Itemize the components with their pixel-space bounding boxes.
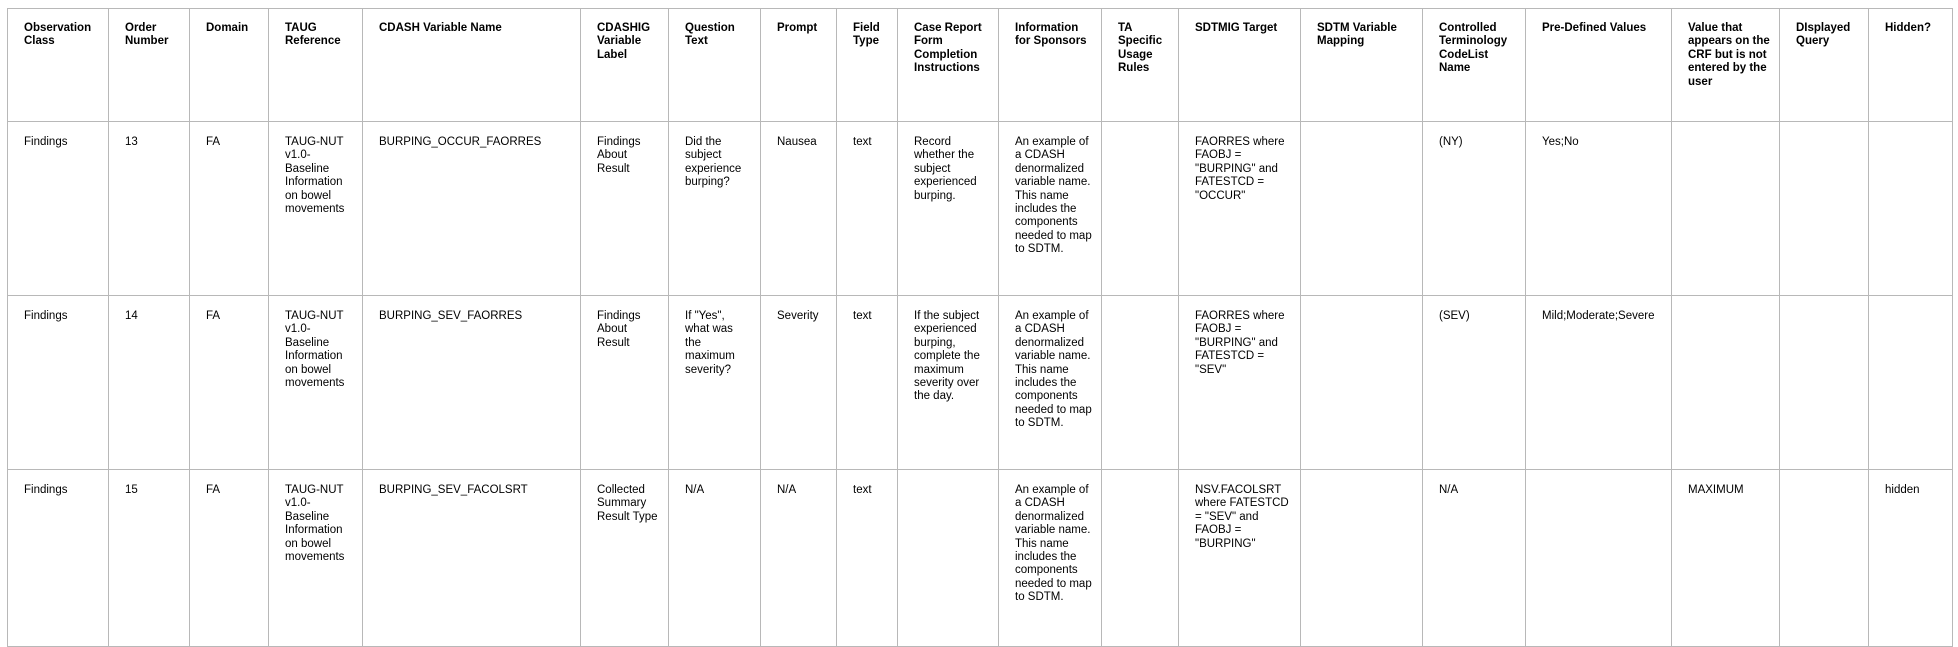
column-header-domain: Domain: [190, 9, 269, 122]
column-header-observation-class: Observation Class: [8, 9, 109, 122]
column-header-sdtmig-target: SDTMIG Target: [1179, 9, 1301, 122]
cell-sdtmig-target: FAORRES where FAOBJ = "BURPING" and FATESTCD = "SEV": [1179, 296, 1301, 470]
column-header-ta-usage-rules: TA Specific Usage Rules: [1102, 9, 1179, 122]
column-header-hidden: Hidden?: [1869, 9, 1953, 122]
cell-cdashig-variable-label: Findings About Result: [581, 122, 669, 296]
cell-observation-class: Findings: [8, 296, 109, 470]
cell-sdtm-variable-mapping: [1301, 470, 1423, 647]
cell-ct-codelist: N/A: [1423, 470, 1526, 647]
cell-cdashig-variable-label: Findings About Result: [581, 296, 669, 470]
cell-hidden: [1869, 122, 1953, 296]
column-header-order-number: Order Number: [109, 9, 190, 122]
cell-question-text: Did the subject experience burping?: [669, 122, 761, 296]
cell-order-number: 14: [109, 296, 190, 470]
cell-info-for-sponsors: An example of a CDASH denormalized variable name. This name includes the components needed to map to SDTM.: [999, 470, 1102, 647]
cell-ct-codelist: (NY): [1423, 122, 1526, 296]
cell-displayed-query: [1780, 122, 1869, 296]
cell-taug-reference: TAUG-NUT v1.0-Baseline Information on bowel movements: [269, 296, 363, 470]
cell-hidden: [1869, 296, 1953, 470]
cell-hidden: hidden: [1869, 470, 1953, 647]
cell-field-type: text: [837, 470, 898, 647]
column-header-sdtm-variable-mapping: SDTM Variable Mapping: [1301, 9, 1423, 122]
cell-ct-codelist: (SEV): [1423, 296, 1526, 470]
cell-cdash-variable-name: BURPING_OCCUR_FAORRES: [363, 122, 581, 296]
cell-crf-instructions: [898, 470, 999, 647]
column-header-cdash-variable-name: CDASH Variable Name: [363, 9, 581, 122]
column-header-prompt: Prompt: [761, 9, 837, 122]
column-header-taug-reference: TAUG Reference: [269, 9, 363, 122]
cell-crf-instructions: If the subject experienced burping, complete the maximum severity over the day.: [898, 296, 999, 470]
cell-crf-value: MAXIMUM: [1672, 470, 1780, 647]
cell-domain: FA: [190, 296, 269, 470]
cell-question-text: If "Yes", what was the maximum severity?: [669, 296, 761, 470]
crf-metadata-table: [7, 8, 1953, 647]
cell-prompt: N/A: [761, 470, 837, 647]
cell-info-for-sponsors: An example of a CDASH denormalized variable name. This name includes the components needed to map to SDTM.: [999, 122, 1102, 296]
column-header-crf-instructions: Case Report Form Completion Instructions: [898, 9, 999, 122]
cell-observation-class: Findings: [8, 122, 109, 296]
cell-predefined-values: [1526, 470, 1672, 647]
column-header-question-text: Question Text: [669, 9, 761, 122]
cell-cdashig-variable-label: Collected Summary Result Type: [581, 470, 669, 647]
cell-crf-value: [1672, 296, 1780, 470]
cell-observation-class: Findings: [8, 470, 109, 647]
cell-prompt: Severity: [761, 296, 837, 470]
cell-info-for-sponsors: An example of a CDASH denormalized variable name. This name includes the components needed to map to SDTM.: [999, 296, 1102, 470]
cell-order-number: 15: [109, 470, 190, 647]
cell-ta-usage-rules: [1102, 122, 1179, 296]
column-header-displayed-query: DIsplayed Query: [1780, 9, 1869, 122]
cell-displayed-query: [1780, 470, 1869, 647]
cell-crf-value: [1672, 122, 1780, 296]
column-header-ct-codelist: Controlled Terminology CodeList Name: [1423, 9, 1526, 122]
cell-predefined-values: Mild;Moderate;Severe: [1526, 296, 1672, 470]
cell-crf-instructions: Record whether the subject experienced burping.: [898, 122, 999, 296]
cell-question-text: N/A: [669, 470, 761, 647]
column-header-cdashig-variable-label: CDASHIG Variable Label: [581, 9, 669, 122]
cell-field-type: text: [837, 122, 898, 296]
column-header-info-for-sponsors: Information for Sponsors: [999, 9, 1102, 122]
column-header-field-type: Field Type: [837, 9, 898, 122]
header-row: [8, 9, 1953, 122]
cell-taug-reference: TAUG-NUT v1.0-Baseline Information on bowel movements: [269, 122, 363, 296]
cell-sdtmig-target: FAORRES where FAOBJ = "BURPING" and FATESTCD = "OCCUR": [1179, 122, 1301, 296]
cell-cdash-variable-name: BURPING_SEV_FAORRES: [363, 296, 581, 470]
cell-sdtmig-target: NSV.FACOLSRT where FATESTCD = "SEV" and FAOBJ = "BURPING": [1179, 470, 1301, 647]
cell-cdash-variable-name: BURPING_SEV_FACOLSRT: [363, 470, 581, 647]
table-row: [8, 296, 1953, 470]
cell-displayed-query: [1780, 296, 1869, 470]
cell-ta-usage-rules: [1102, 470, 1179, 647]
column-header-crf-value: Value that appears on the CRF but is not entered by the user: [1672, 9, 1780, 122]
table-row: [8, 122, 1953, 296]
cell-domain: FA: [190, 122, 269, 296]
cell-field-type: text: [837, 296, 898, 470]
cell-domain: FA: [190, 470, 269, 647]
cell-sdtm-variable-mapping: [1301, 296, 1423, 470]
cell-sdtm-variable-mapping: [1301, 122, 1423, 296]
cell-predefined-values: Yes;No: [1526, 122, 1672, 296]
table-row: [8, 470, 1953, 647]
cell-order-number: 13: [109, 122, 190, 296]
column-header-predefined-values: Pre-Defined Values: [1526, 9, 1672, 122]
cell-prompt: Nausea: [761, 122, 837, 296]
cell-taug-reference: TAUG-NUT v1.0-Baseline Information on bowel movements: [269, 470, 363, 647]
cell-ta-usage-rules: [1102, 296, 1179, 470]
